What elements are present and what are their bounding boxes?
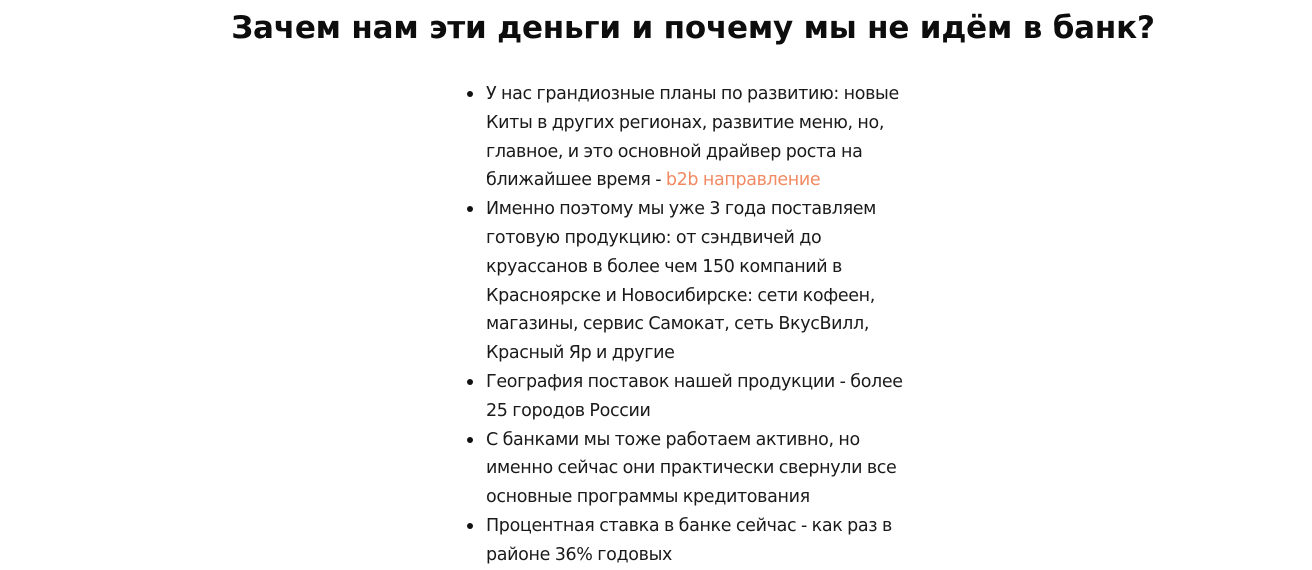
list-item-text: География поставок нашей продукции - более 25 городов России (486, 371, 903, 421)
bullet-icon (467, 379, 473, 385)
list-item-text: Именно поэтому мы уже 3 года поставляем готовую продукцию: от сэндвичей до круассанов в более чем 150 компаний в Красноярске и Новосибирске: сети кофеен, магазины, сервис Самокат, сеть ВкусВилл, Красный Яр и другие (486, 199, 877, 364)
section-heading: Зачем нам эти деньги и почему мы не идём в банк? (231, 10, 1155, 46)
bullet-icon (467, 437, 473, 443)
bullet-icon (467, 523, 473, 529)
reasons-list (486, 80, 916, 570)
list-item (486, 195, 916, 368)
bullet-icon (467, 91, 473, 97)
bullet-icon (467, 206, 473, 212)
list-item (486, 426, 916, 512)
b2b-link[interactable]: b2b направление (665, 170, 821, 191)
list-item (486, 80, 916, 195)
list-item (486, 368, 916, 426)
list-item-text: Процентная ставка в банке сейчас - как раз в районе 36% годовых (486, 515, 892, 565)
list-item-text: У нас грандиозные планы по развитию: новые Киты в других регионах, развитие меню, но, главное, и это основной драйвер роста на ближайшее время - (486, 84, 899, 191)
list-item-text: С банками мы тоже работаем активно, но именно сейчас они практически свернули все основные программы кредитования (486, 429, 897, 508)
